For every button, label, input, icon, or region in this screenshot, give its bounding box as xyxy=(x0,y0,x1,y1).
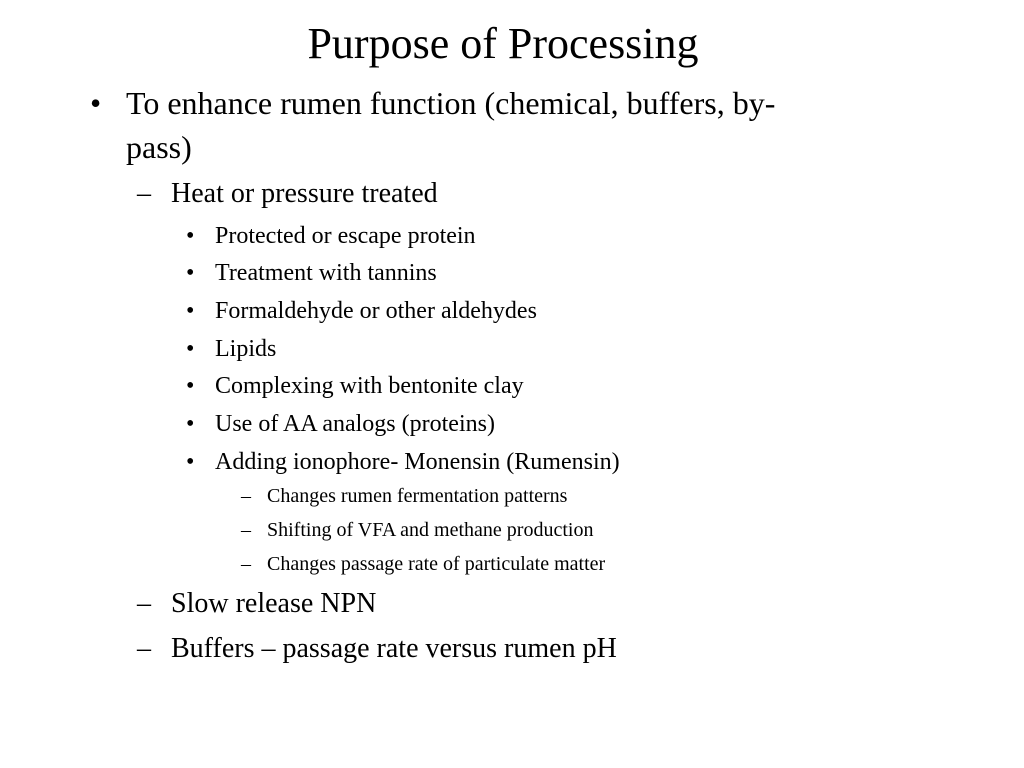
dash-marker: – xyxy=(241,553,251,575)
bullet-marker: • xyxy=(186,373,195,399)
list-item: Protected or escape protein xyxy=(215,223,476,249)
bullet-main: To enhance rumen function (chemical, buffers, by- xyxy=(126,85,776,121)
bullet-marker: • xyxy=(186,336,195,362)
bullet-marker: • xyxy=(186,260,195,286)
dash-marker: – xyxy=(137,633,151,664)
sub-item-heat: Heat or pressure treated xyxy=(171,178,438,209)
bullet-marker: • xyxy=(90,85,102,121)
dash-marker: – xyxy=(241,485,251,507)
list-item: Use of AA analogs (proteins) xyxy=(215,411,495,437)
list-item: Changes passage rate of particulate matter xyxy=(267,553,606,575)
dash-marker: – xyxy=(137,178,151,209)
dash-marker: – xyxy=(137,588,151,619)
list-item: Changes rumen fermentation patterns xyxy=(267,485,568,507)
slide-title: Purpose of Processing xyxy=(307,19,699,68)
sub-item-buffers: Buffers – passage rate versus rumen pH xyxy=(171,633,617,664)
bullet-marker: • xyxy=(186,449,195,475)
list-item: Treatment with tannins xyxy=(215,260,437,286)
list-item: Adding ionophore- Monensin (Rumensin) xyxy=(215,449,620,475)
list-item: Lipids xyxy=(215,336,277,362)
list-item: Formaldehyde or other aldehydes xyxy=(215,298,537,324)
list-item: Shifting of VFA and methane production xyxy=(267,519,594,541)
bullet-marker: • xyxy=(186,411,195,437)
dash-marker: – xyxy=(241,519,251,541)
bullet-marker: • xyxy=(186,298,195,324)
list-item: Complexing with bentonite clay xyxy=(215,373,524,399)
bullet-main-continuation: pass) xyxy=(126,129,192,165)
sub-item-npn: Slow release NPN xyxy=(171,588,377,619)
bullet-marker: • xyxy=(186,223,195,249)
